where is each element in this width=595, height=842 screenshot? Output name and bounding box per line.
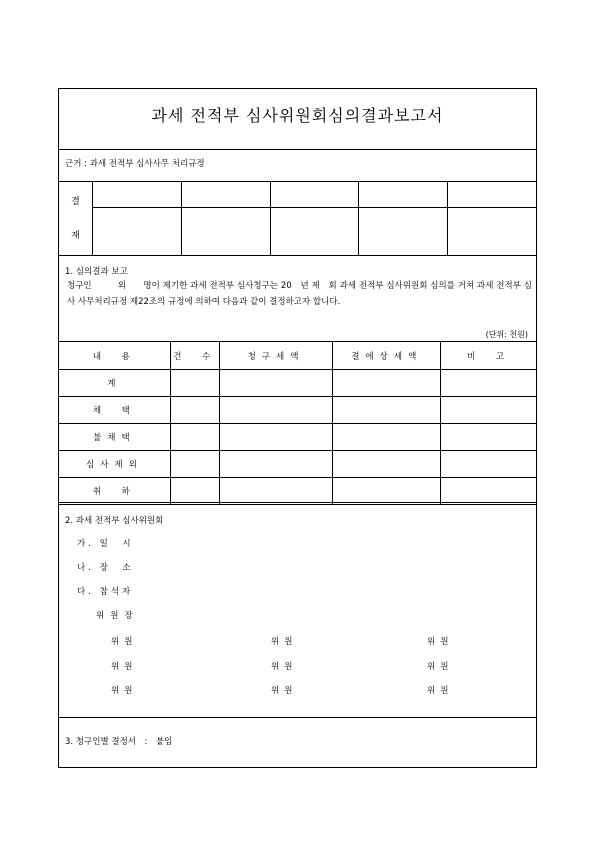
table-cell [170,478,219,505]
signature-cell [359,208,448,256]
signature-cell [93,208,182,256]
table-cell [170,451,219,478]
member-label: 위원 [427,637,454,647]
basis-text: 근거 : 과세 전적부 심사사무 처리규정 [65,159,205,169]
table-cell [219,451,333,478]
approval-table [58,181,537,256]
approval-label: 결 재 [59,182,93,256]
section1-paragraph: 청구인 외 명이 제기한 과세 전적부 심사청구는 20 년 제 회 과세 전적부 심사위원회 심의를 거쳐 과세 전적부 심사 사무처리규정 제22조의 규정에 의하여 다음과 같이 결정하고자 합니다. [67,281,532,307]
item-date: 가. 일 시 [77,539,134,549]
member-label: 위원 [271,686,298,696]
divider [59,149,536,150]
signature-cell [448,208,537,256]
table-cell [333,424,441,451]
table-cell [441,370,537,397]
divider [59,717,536,718]
row-label: 심사제외 [59,451,171,478]
approval-cell [448,182,537,208]
column-header: 결에상세액 [333,342,441,370]
signature-cell [181,208,270,256]
table-cell [333,478,441,505]
table-cell [170,370,219,397]
section1-heading: 1. 심의결과 보고 [65,267,128,277]
table-cell [441,451,537,478]
table-cell [333,451,441,478]
approval-cell [93,182,182,208]
column-header: 건 수 [170,342,219,370]
table-row [59,397,537,424]
divider [59,502,536,503]
item-place: 나. 장 소 [77,563,134,573]
table-row [59,424,537,451]
section3-text: 3. 청구인별 결정서 : 붙임 [65,737,173,747]
table-row [59,451,537,478]
table-row [59,478,537,505]
unit-label: (단위: 천원) [485,330,528,339]
result-table [58,341,537,505]
member-label: 위원 [111,637,138,647]
table-cell [219,397,333,424]
table-cell [333,370,441,397]
table-cell [441,478,537,505]
section2-heading: 2. 과세 전적부 심사위원회 [65,516,164,526]
row-label: 채 택 [59,397,171,424]
page-title: 과세 전적부 심사위원회심의결과보고서 [151,106,444,125]
approval-cell [181,182,270,208]
table-cell [170,397,219,424]
table-cell [219,424,333,451]
column-header: 비 고 [441,342,537,370]
approval-cell [270,182,359,208]
item-attendees: 다. 참석자 [77,587,134,597]
table-cell [219,478,333,505]
table-cell [441,397,537,424]
approval-cell [359,182,448,208]
table-cell [333,397,441,424]
table-cell [170,424,219,451]
row-label: 취 하 [59,478,171,505]
chair-label: 위원장 [96,611,139,621]
row-label: 불채택 [59,424,171,451]
member-label: 위원 [427,686,454,696]
table-cell [441,424,537,451]
member-label: 위원 [111,662,138,672]
table-cell [219,370,333,397]
member-label: 위원 [427,662,454,672]
member-label: 위원 [111,686,138,696]
table-row [59,370,537,397]
member-label: 위원 [271,662,298,672]
column-header: 청구세액 [219,342,333,370]
column-header: 내 용 [59,342,171,370]
report-form [58,88,537,768]
row-label: 계 [59,370,171,397]
signature-cell [270,208,359,256]
member-label: 위원 [271,637,298,647]
